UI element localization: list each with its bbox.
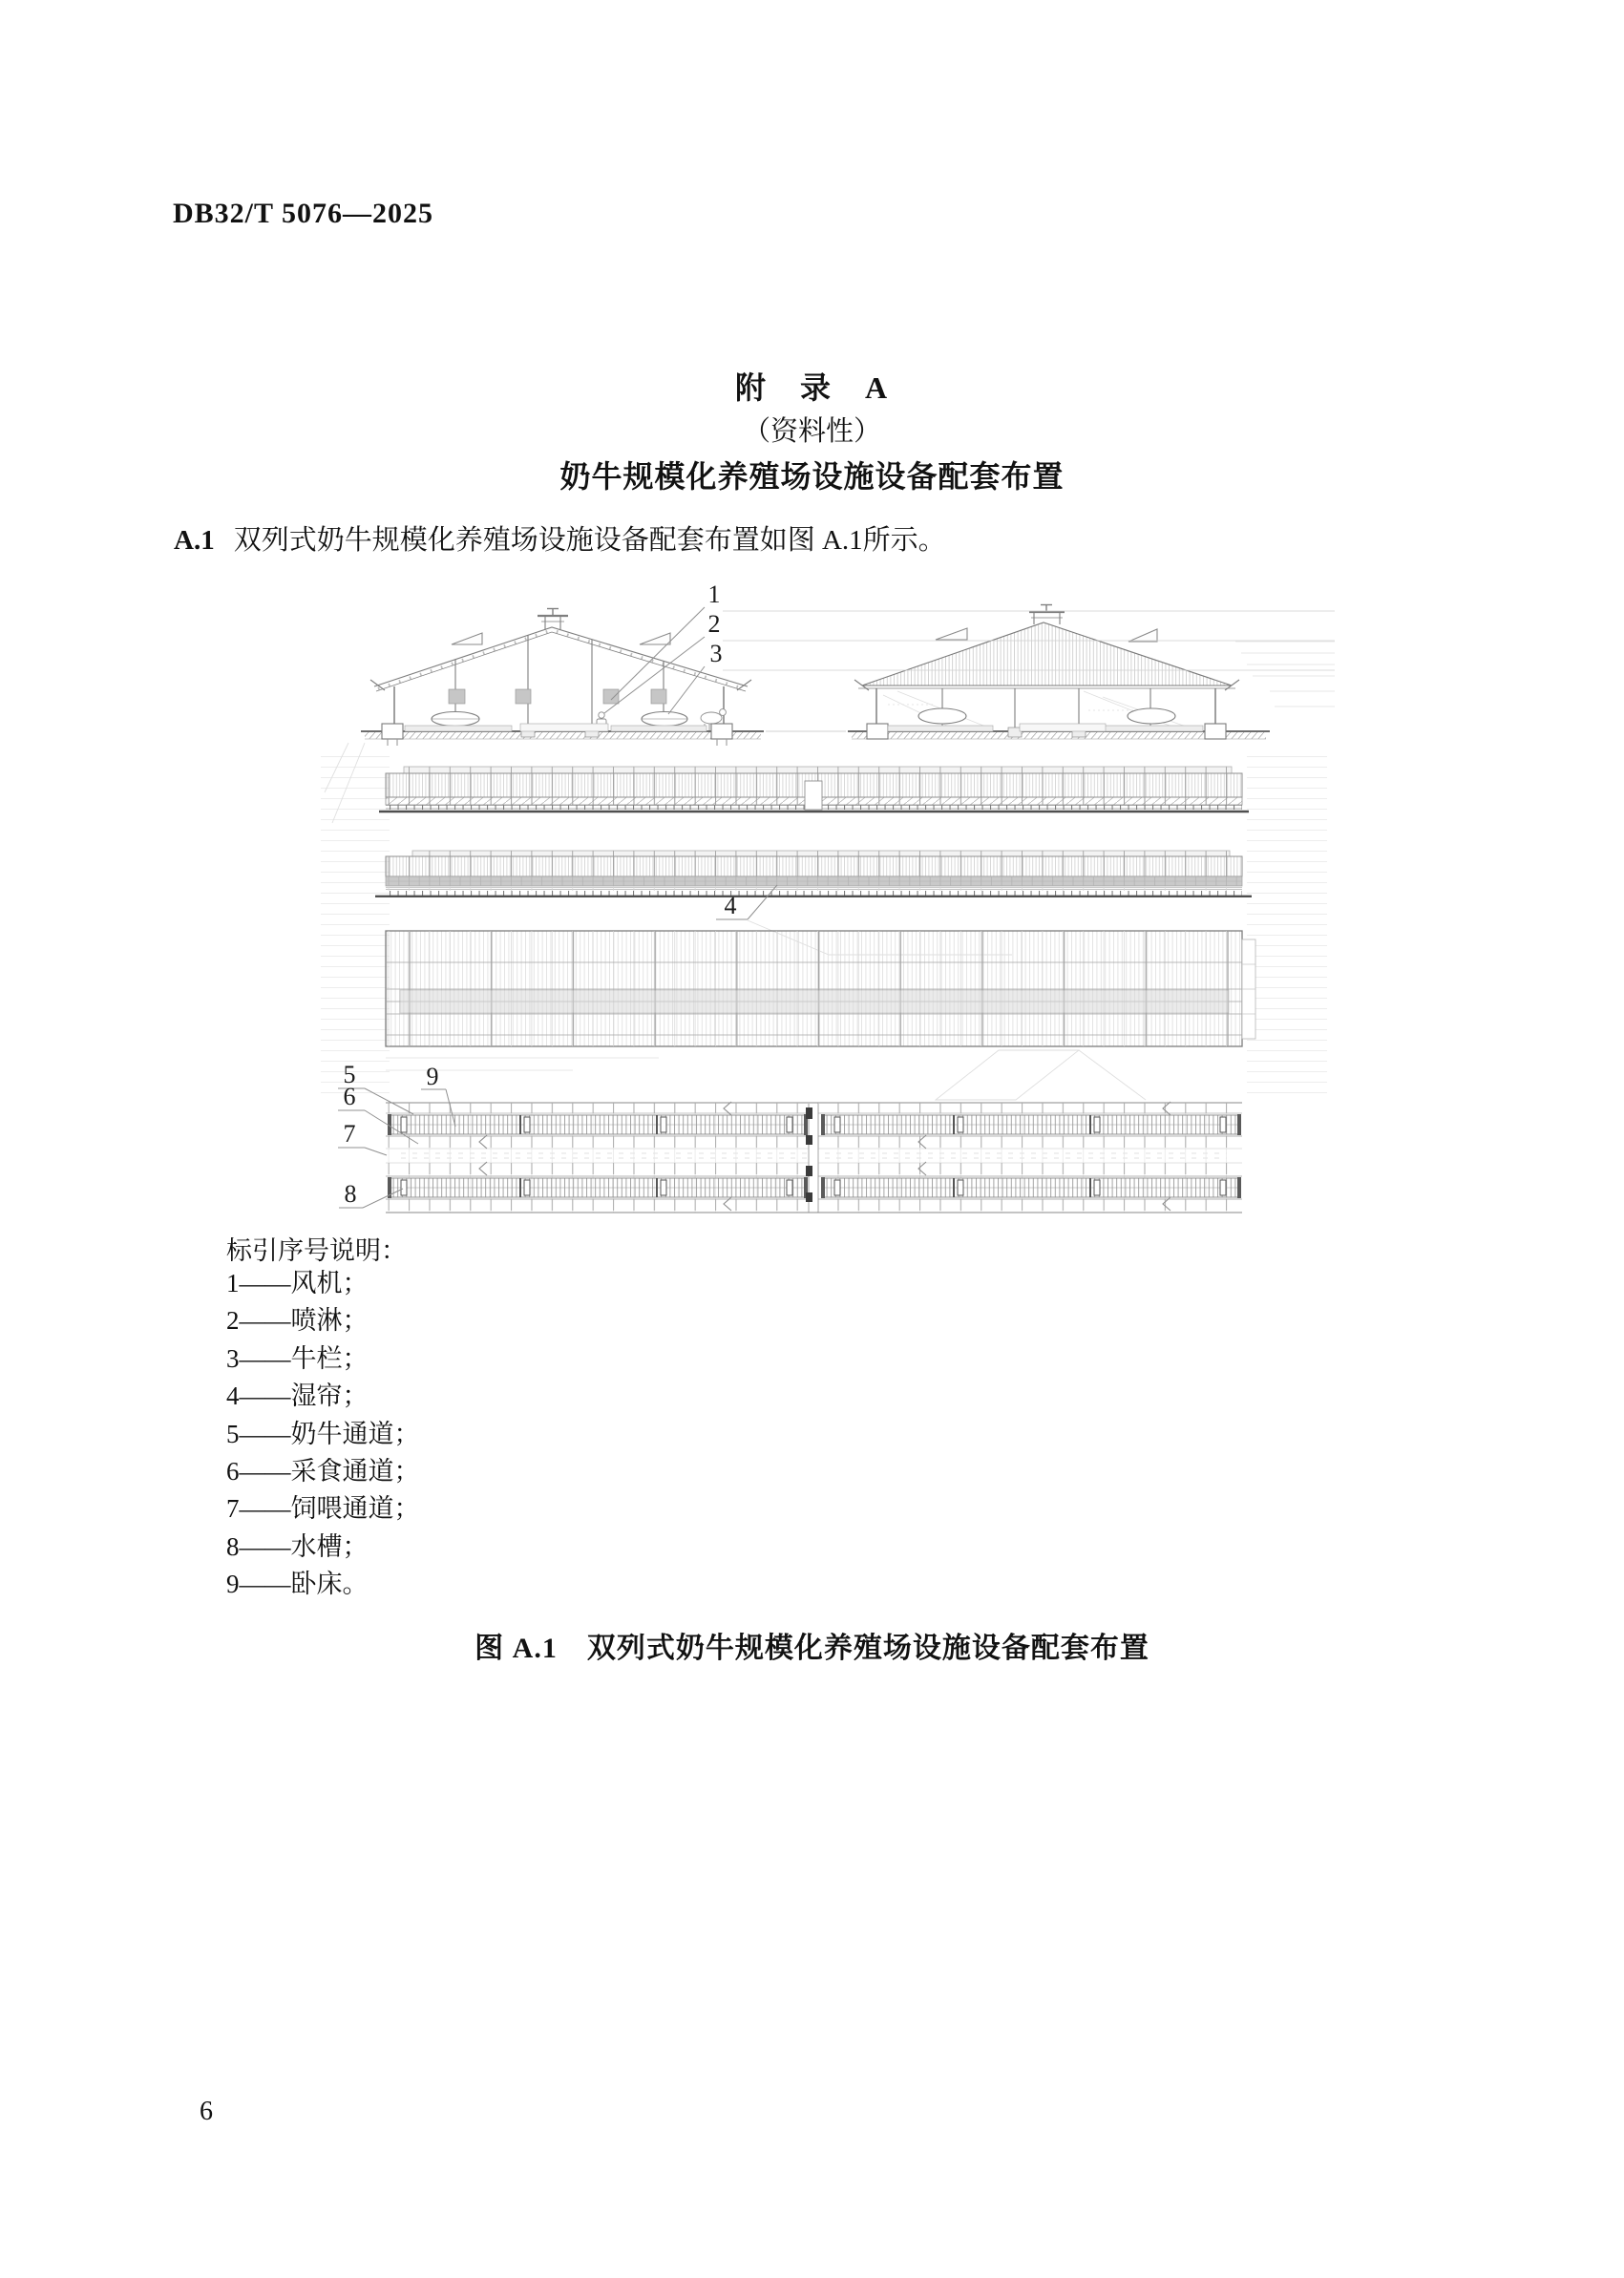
legend-item: 8——水槽； xyxy=(226,1531,369,1561)
legend-item: 3——牛栏； xyxy=(226,1343,369,1373)
figure-legend xyxy=(226,1265,420,1604)
clause-number: A.1 xyxy=(174,525,215,556)
legend-item: 6——采食通道； xyxy=(226,1457,420,1487)
figure-a1-diagram xyxy=(315,569,1341,1237)
clause-a1 xyxy=(174,518,946,558)
callout-8: 8 xyxy=(344,1180,357,1208)
legend-item: 9——卧床。 xyxy=(226,1570,369,1599)
callout-3: 3 xyxy=(709,640,723,667)
page-number: 6 xyxy=(200,2097,213,2126)
floor-plan xyxy=(386,1102,1242,1213)
callout-5: 5 xyxy=(343,1061,356,1088)
legend-item: 5——奶牛通道； xyxy=(226,1419,420,1448)
legend-item: 7——饲喂通道； xyxy=(226,1494,420,1524)
legend-heading: 标引序号说明： xyxy=(226,1236,407,1265)
appendix-subtitle: （资料性） xyxy=(742,416,881,447)
legend-item: 4——湿帘； xyxy=(226,1382,369,1411)
document-code: DB32/T 5076—2025 xyxy=(173,198,433,229)
callout-6: 6 xyxy=(343,1083,356,1110)
right-barn-cross-section xyxy=(766,604,1270,739)
callout-1: 1 xyxy=(707,580,721,608)
callout-9: 9 xyxy=(426,1063,439,1090)
fan-icon xyxy=(449,689,666,704)
callout-7: 7 xyxy=(343,1120,356,1148)
clause-text: 双列式奶牛规模化养殖场设施设备配套布置如图 A.1所示。 xyxy=(233,525,946,556)
appendix-heading: 奶牛规模化养殖场设施设备配套布置 xyxy=(559,459,1065,494)
legend-item: 1——风机； xyxy=(226,1269,369,1297)
callout-4: 4 xyxy=(724,892,737,919)
roof-plan xyxy=(386,931,1255,1046)
appendix-title: 附 录 A xyxy=(734,370,890,405)
side-elevation-rear xyxy=(379,767,1249,812)
legend-item: 2——喷淋； xyxy=(226,1306,369,1336)
left-barn-cross-section xyxy=(361,608,764,746)
side-elevation-front xyxy=(375,851,1252,896)
figure-caption: 图 A.1 双列式奶牛规模化养殖场设施设备配套布置 xyxy=(475,1633,1149,1664)
callout-2: 2 xyxy=(707,610,721,638)
